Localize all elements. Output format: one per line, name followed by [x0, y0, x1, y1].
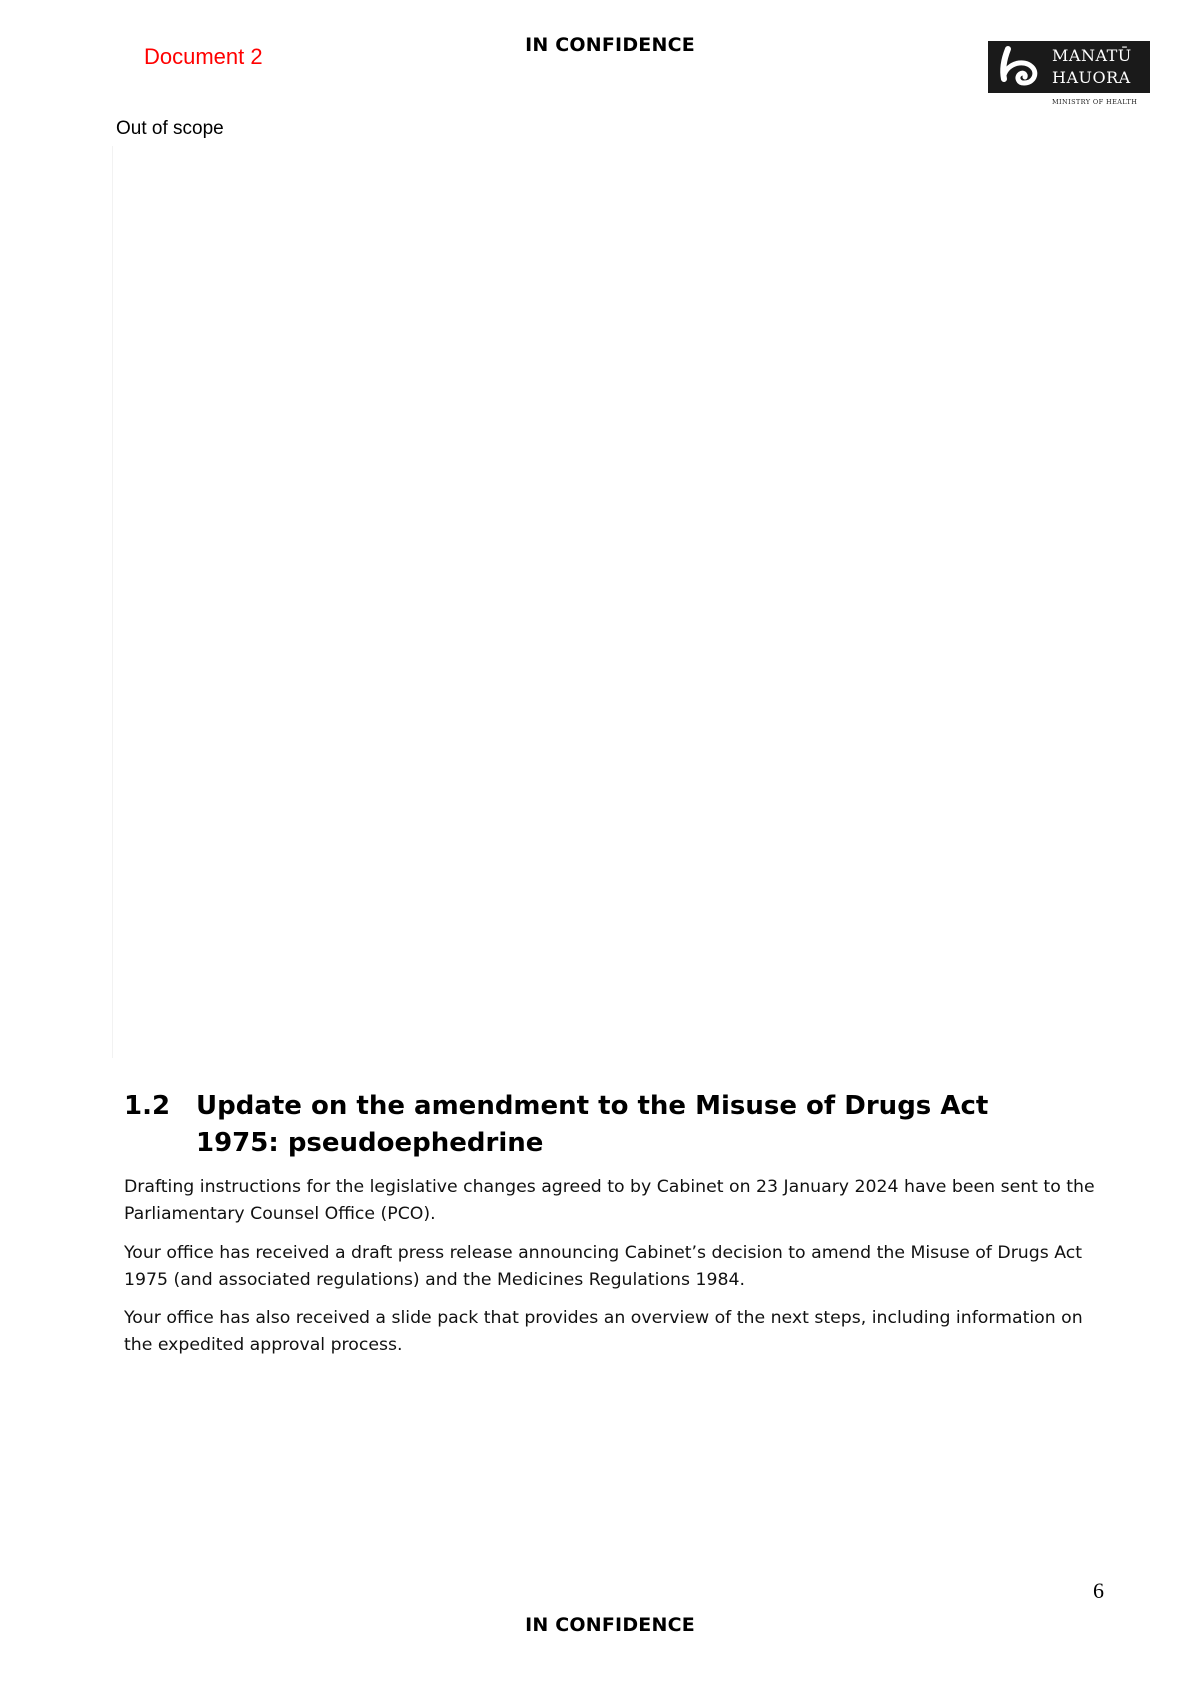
section-title: Update on the amendment to the Misuse of Drugs Act 1975: pseudoephedrine	[196, 1091, 989, 1158]
footer-classification: IN CONFIDENCE	[525, 1614, 695, 1636]
section-number: 1.2	[124, 1091, 171, 1121]
logo-subtitle: MINISTRY OF HEALTH	[1052, 98, 1138, 106]
logo-text-hauora: HAUORA	[1052, 68, 1131, 87]
header-classification: IN CONFIDENCE	[525, 34, 695, 56]
paragraph-slide-pack: Your office has also received a slide pack that provides an overview of the next steps, including information on the expedited approval process.	[124, 1308, 1083, 1355]
paragraph-press-release: Your office has received a draft press release announcing Cabinet’s decision to amend the Misuse of Drugs Act 1975 (and associated regulations) and the Medicines Regulations 1984.	[124, 1243, 1083, 1290]
redacted-area	[112, 146, 1113, 1058]
paragraph-drafting-instructions: Drafting instructions for the legislative changes agreed to by Cabinet on 23 January 2024 have been sent to the Parliamentary Counsel Office (PCO).	[124, 1177, 1095, 1224]
logo-text-manatu: MANATŪ	[1052, 46, 1132, 65]
document-label: Document 2	[144, 44, 263, 69]
page-number: 6	[1093, 1578, 1104, 1603]
out-of-scope-label: Out of scope	[116, 118, 224, 139]
ministry-logo	[988, 41, 1150, 108]
koru-logo-icon	[994, 45, 1042, 89]
logo-box	[988, 41, 1150, 93]
